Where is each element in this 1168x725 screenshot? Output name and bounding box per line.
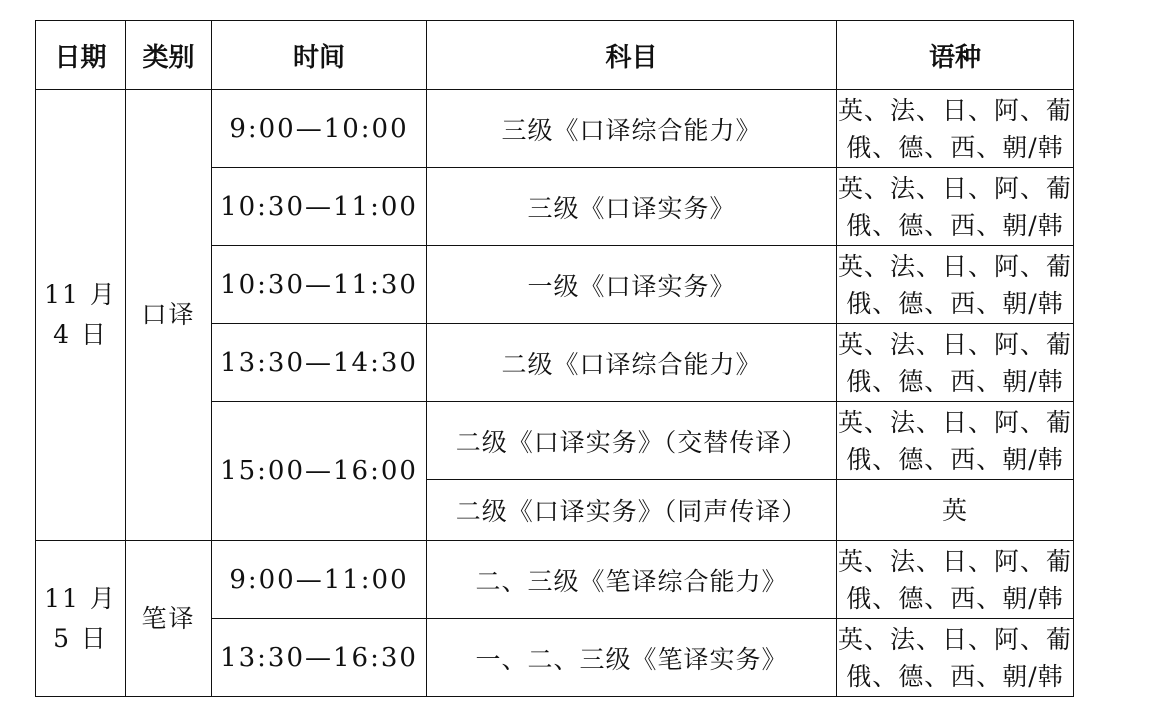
time-cell: 13:30—16:30 bbox=[212, 619, 427, 697]
language-cell bbox=[837, 246, 1074, 324]
subject-cell: 三级《口译综合能力》 bbox=[427, 90, 837, 168]
language-cell bbox=[837, 402, 1074, 480]
header-time: 时间 bbox=[212, 21, 427, 90]
language-cell bbox=[837, 324, 1074, 402]
category-label: 口译 bbox=[141, 300, 196, 329]
table-row bbox=[36, 541, 1074, 619]
time-cell: 9:00—10:00 bbox=[212, 90, 427, 168]
table-row bbox=[36, 90, 1074, 168]
subject-cell: 二、三级《笔译综合能力》 bbox=[427, 541, 837, 619]
language-line: 俄、德、西、朝/韩 bbox=[846, 288, 1064, 318]
language-cell bbox=[837, 541, 1074, 619]
date-month: 11 月 bbox=[44, 280, 117, 309]
language-line: 英、法、日、阿、葡 bbox=[837, 624, 1072, 654]
time-cell: 10:30—11:30 bbox=[212, 246, 427, 324]
subject-cell: 一级《口译实务》 bbox=[427, 246, 837, 324]
language-line: 俄、德、西、朝/韩 bbox=[846, 132, 1064, 162]
language-line: 俄、德、西、朝/韩 bbox=[846, 583, 1064, 613]
language-cell bbox=[837, 168, 1074, 246]
language-line: 英、法、日、阿、葡 bbox=[837, 95, 1072, 125]
language-line: 英、法、日、阿、葡 bbox=[837, 251, 1072, 281]
time-cell: 10:30—11:00 bbox=[212, 168, 427, 246]
language-line: 英 bbox=[941, 495, 968, 525]
category-label: 笔译 bbox=[141, 603, 196, 633]
category-cell bbox=[126, 541, 212, 697]
language-cell bbox=[837, 480, 1074, 541]
header-date: 日期 bbox=[36, 21, 126, 90]
language-line: 俄、德、西、朝/韩 bbox=[846, 661, 1064, 691]
header-category: 类别 bbox=[126, 21, 212, 90]
language-line: 英、法、日、阿、葡 bbox=[837, 329, 1072, 359]
language-cell bbox=[837, 90, 1074, 168]
language-line: 俄、德、西、朝/韩 bbox=[846, 366, 1064, 396]
date-month: 11 月 bbox=[44, 583, 117, 613]
language-line: 俄、德、西、朝/韩 bbox=[846, 444, 1064, 474]
category-cell bbox=[126, 90, 212, 541]
date-day: 4 日 bbox=[53, 320, 108, 349]
header-subject: 科目 bbox=[427, 21, 837, 90]
date-cell bbox=[36, 541, 126, 697]
language-line: 俄、德、西、朝/韩 bbox=[846, 210, 1064, 240]
time-cell: 9:00—11:00 bbox=[212, 541, 427, 619]
time-cell: 15:00—16:00 bbox=[212, 402, 427, 541]
language-line: 英、法、日、阿、葡 bbox=[837, 173, 1072, 203]
language-line: 英、法、日、阿、葡 bbox=[837, 546, 1072, 576]
subject-cell: 三级《口译实务》 bbox=[427, 168, 837, 246]
date-cell bbox=[36, 90, 126, 541]
header-language: 语种 bbox=[837, 21, 1074, 90]
language-cell bbox=[837, 619, 1074, 697]
subject-cell: 一、二、三级《笔译实务》 bbox=[427, 619, 837, 697]
subject-cell: 二级《口译实务》（交替传译） bbox=[427, 402, 837, 480]
date-day: 5 日 bbox=[53, 623, 108, 653]
subject-cell: 二级《口译综合能力》 bbox=[427, 324, 837, 402]
exam-schedule-table bbox=[35, 20, 1074, 697]
header-row bbox=[36, 21, 1074, 90]
subject-cell: 二级《口译实务》（同声传译） bbox=[427, 480, 837, 541]
language-line: 英、法、日、阿、葡 bbox=[837, 407, 1072, 437]
time-cell: 13:30—14:30 bbox=[212, 324, 427, 402]
